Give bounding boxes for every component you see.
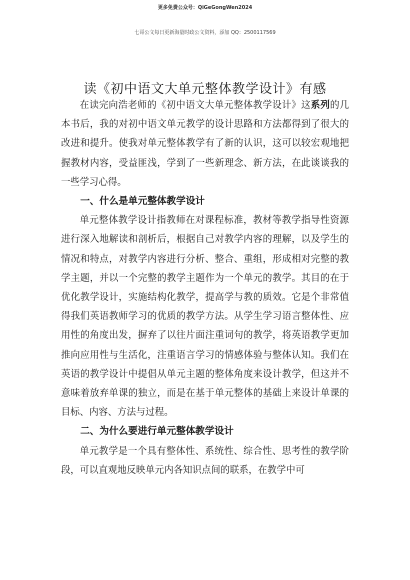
intro-paragraph	[61, 96, 349, 192]
header-promo-line: 更多免费公众号：QiGeGongWen2024	[157, 5, 253, 11]
section-paragraph-1: 单元整体教学设计指教师在对课程标准，教材等教学指导性资源进行深入地解读和剖析后，根据自己对教学内容的理解，以及学生的情况和特点，对教学内容进行分析、整合、重组，形成相对完整的教学主题，并以一个完整的教学主题作为一个单元的教学。其目的在于优化教学设计，实施结构化教学，提高学与教的质效。它是个非常值得我们英语教师学习的优质的教学方法。从学生学习语言整体性、应用性的角度出发，摒弃了以往片面注重词句的教学，将英语教学更加推向应用性与生活化，注重语言学习的情感体验与整体认知。我们在英语的教学设计中提倡从单元主题的整体角度来设计教学，但这并不意味着放弃单课的独立，而是在基于单元整体的基础上来设计单课的目标、内容、方法与过程。	[61, 215, 349, 419]
section-heading-2: 二、为什么要进行单元整体教学设计	[80, 426, 234, 438]
header-note-line: 七哥公文每日更新海量时政公文资料，添加 QQ：2500117569	[134, 30, 276, 36]
document-title: 读《初中语文大单元整体教学设计》有感	[83, 82, 327, 97]
section-heading-1: 一、什么是单元整体教学设计	[80, 196, 205, 208]
intro-text-start: 在读完向浩老师的《初中语文大单元整体教学设计》这	[79, 100, 311, 111]
intro-text-bold: 系列	[310, 100, 330, 111]
section-paragraph-2: 单元教学是一个具有整体性、系统性、综合性、思考性的教学阶段，可以直观地反映单元内各知识点间的联系，在教学中可	[61, 445, 349, 476]
document-body	[61, 96, 349, 480]
intro-text-end: 的几本书后，我的对初中语文单元教学的设计思路和方法都得到了很大的改进和提升。使我对单元整体教学有了新的认识，这可以较宏观地把握教材内容，受益匪浅，学到了一些新理念、新方法，在此谈谈我的一些学习心得。	[61, 100, 349, 188]
